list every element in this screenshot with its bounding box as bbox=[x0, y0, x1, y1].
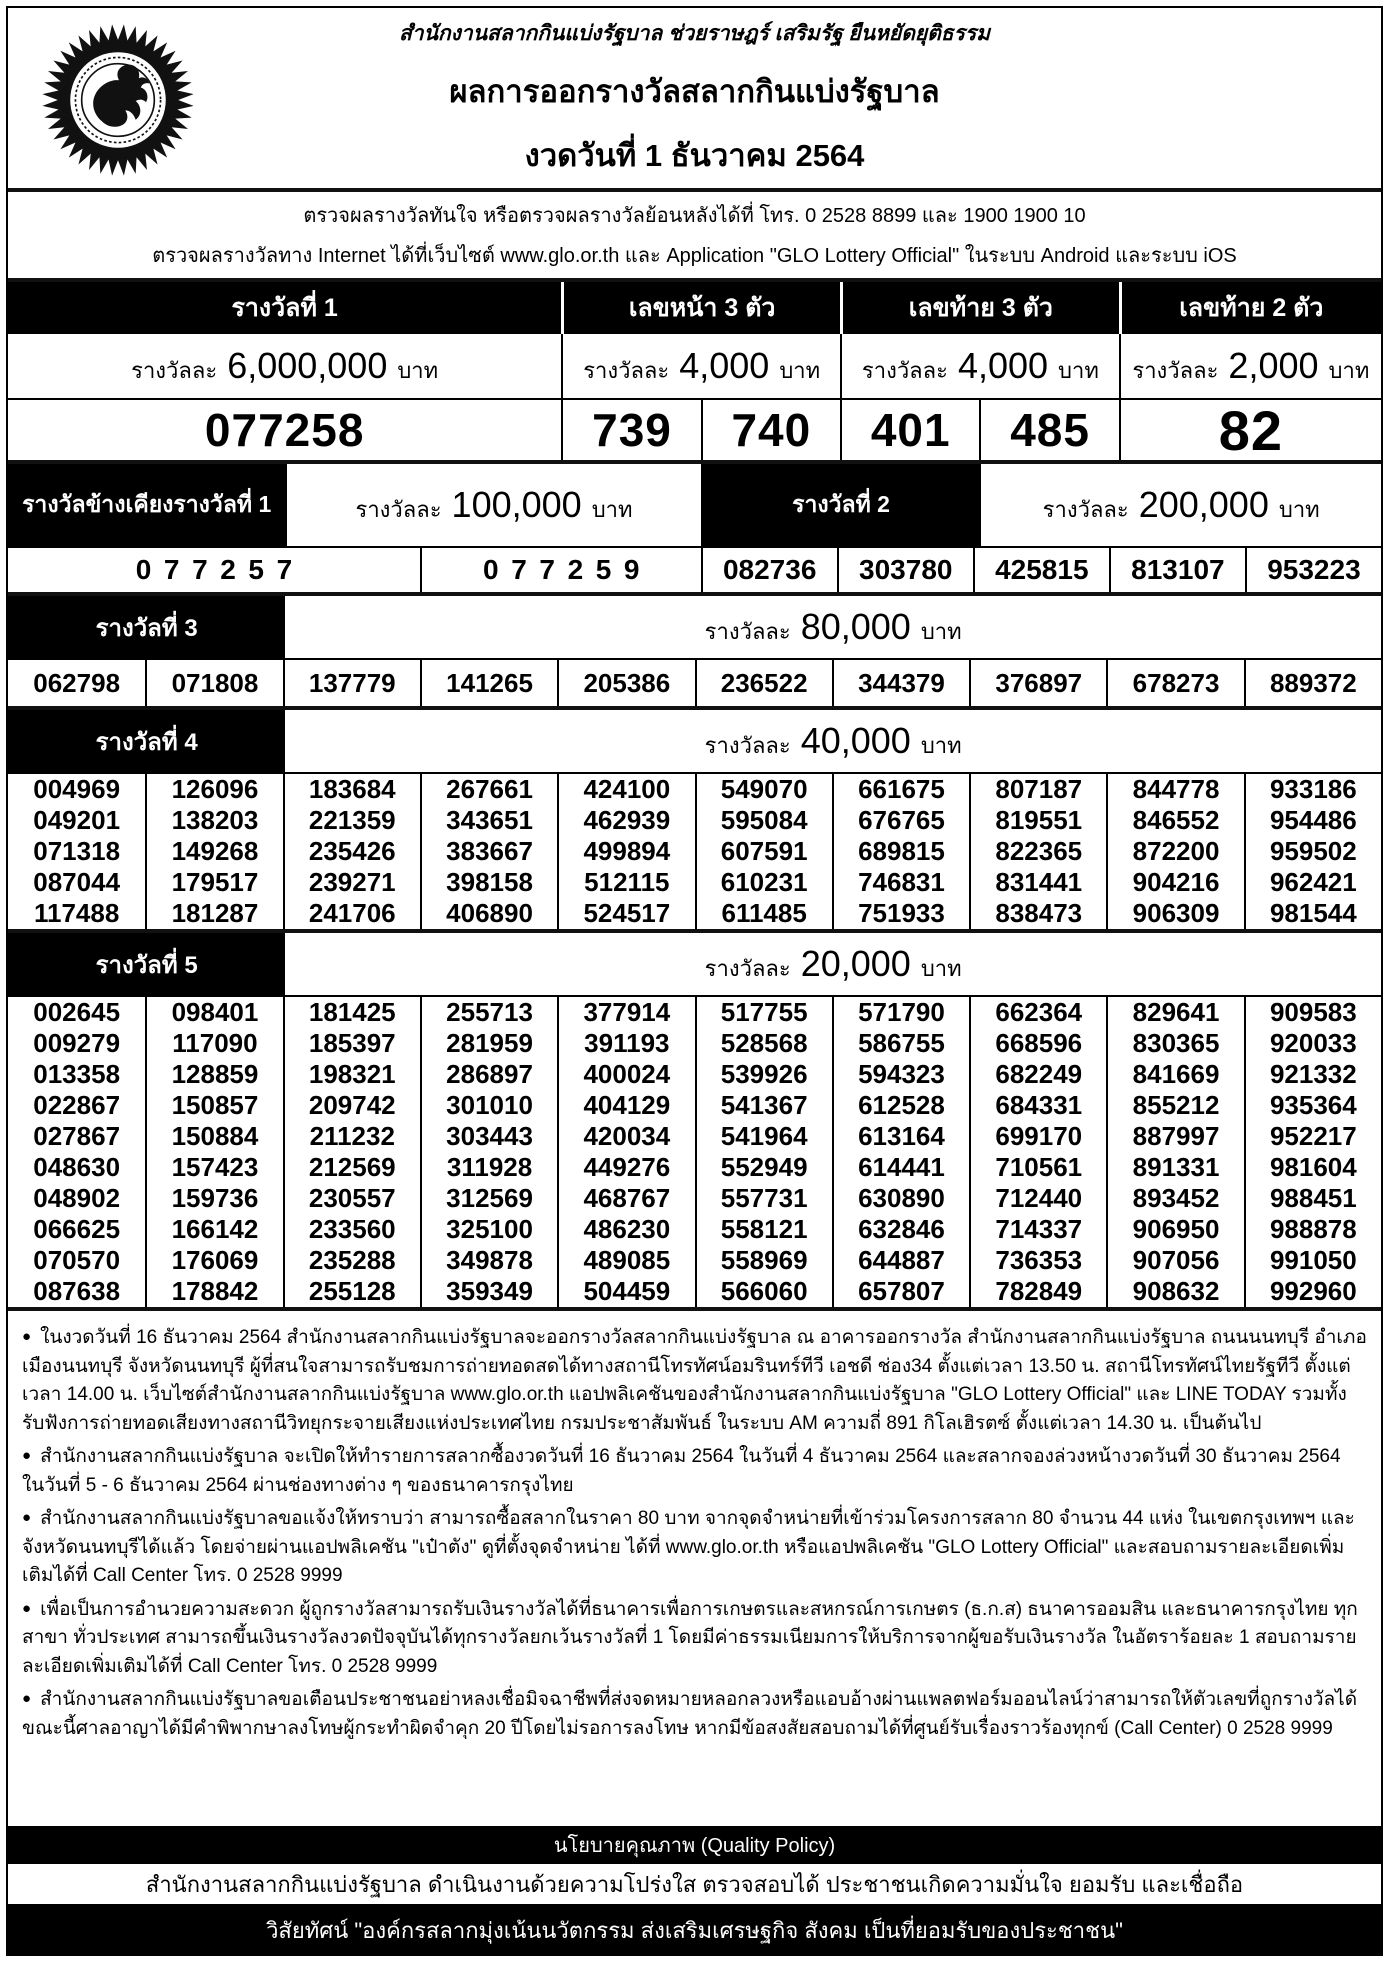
lottery-number: 855212 bbox=[1106, 1090, 1243, 1121]
lottery-number: 887997 bbox=[1106, 1121, 1243, 1152]
lottery-number: 558969 bbox=[695, 1245, 832, 1276]
lottery-number: 150884 bbox=[145, 1121, 282, 1152]
lottery-number: 221359 bbox=[283, 805, 420, 836]
lottery-number: 689815 bbox=[832, 836, 969, 867]
lottery-number: 830365 bbox=[1106, 1028, 1243, 1059]
lottery-number: 819551 bbox=[969, 805, 1106, 836]
lottery-number: 157423 bbox=[145, 1152, 282, 1183]
lottery-number: 383667 bbox=[420, 836, 557, 867]
lottery-number: 952217 bbox=[1244, 1121, 1381, 1152]
lottery-number: 630890 bbox=[832, 1183, 969, 1214]
lottery-number: 981544 bbox=[1244, 898, 1381, 929]
lottery-number: 954486 bbox=[1244, 805, 1381, 836]
check-info-line2: ตรวจผลรางวัลทาง Internet ได้ที่เว็บไซต์ www.glo.or.th และ Application "GLO Lottery Official" ในระบบ Android และระบบ iOS bbox=[152, 244, 1237, 267]
lottery-number: 846552 bbox=[1106, 805, 1243, 836]
lottery-number: 712440 bbox=[969, 1183, 1106, 1214]
lottery-number: 087638 bbox=[33, 1276, 121, 1306]
per-prize-label: รางวัลละ bbox=[583, 357, 670, 383]
lottery-number: 699170 bbox=[969, 1121, 1106, 1152]
amount-value: 40,000 bbox=[800, 719, 911, 761]
first-prize-header: รางวัลที่ 1 bbox=[231, 294, 338, 322]
lottery-number: 684331 bbox=[969, 1090, 1106, 1121]
lottery-number: 344379 bbox=[832, 660, 969, 706]
lottery-number: 906950 bbox=[1106, 1214, 1243, 1245]
lottery-number: 831441 bbox=[969, 867, 1106, 898]
lottery-number: 013358 bbox=[33, 1059, 121, 1089]
fifth-prize-numbers-grid bbox=[8, 997, 1381, 1311]
lottery-number: 959502 bbox=[1244, 836, 1381, 867]
lottery-number: 048630 bbox=[33, 1152, 121, 1182]
lottery-number: 176069 bbox=[145, 1245, 282, 1276]
note-item: ● เพื่อเป็นการอำนวยความสะดวก ผู้ถูกรางวัลสามารถรับเงินรางวัลได้ที่ธนาคารเพื่อการเกษตรและสหกรณ์การเกษตร (ธ.ก.ส) ธนาคารออมสิน และธนาคารกรุงไทย ทุกสาขา ทั่วประเทศ สามารถขึ้นเงินรางวัลงวดปัจจุบันได้ทุกรางวัลยกเว้นรางวัลที่ 1 โดยมีค่าธรรมเนียมการให้บริการจากผู้ขอรับเงินรางวัล ในอัตราร้อยละ 1 สอบถามรายละเอียดเพิ่มเติมได้ที่ Call Center โทร. 0 2528 9999 bbox=[22, 1596, 1367, 1682]
announcement-notes bbox=[8, 1311, 1381, 1826]
lottery-number: 610231 bbox=[695, 867, 832, 898]
lottery-number: 183684 bbox=[283, 774, 420, 805]
lottery-number: 255128 bbox=[283, 1276, 420, 1307]
lottery-number: 002645 bbox=[33, 997, 121, 1027]
lottery-number: 614441 bbox=[832, 1152, 969, 1183]
lottery-number: 420034 bbox=[557, 1121, 694, 1152]
header-text bbox=[399, 17, 990, 180]
lottery-number: 404129 bbox=[557, 1090, 694, 1121]
lottery-number: 178842 bbox=[145, 1276, 282, 1307]
lottery-number: 607591 bbox=[695, 836, 832, 867]
last3-amount bbox=[840, 334, 1119, 398]
fourth-prize-header-row bbox=[8, 710, 1381, 774]
lottery-number: 829641 bbox=[1106, 997, 1243, 1028]
lottery-number: 205386 bbox=[557, 660, 694, 706]
lottery-number: 377914 bbox=[557, 997, 694, 1028]
lottery-number: 236522 bbox=[695, 660, 832, 706]
prize-amounts-row bbox=[8, 334, 1381, 400]
lottery-number: 933186 bbox=[1244, 774, 1381, 805]
lottery-number: 185397 bbox=[283, 1028, 420, 1059]
adjacent-number-2: 077259 bbox=[420, 548, 701, 592]
quality-policy-title: นโยบายคุณภาพ (Quality Policy) bbox=[8, 1826, 1381, 1864]
lottery-number: 209742 bbox=[283, 1090, 420, 1121]
first-prize-number: 077258 bbox=[204, 404, 365, 456]
lottery-number: 841669 bbox=[1106, 1059, 1243, 1090]
lottery-number: 891331 bbox=[1106, 1152, 1243, 1183]
third-prize-numbers-grid bbox=[8, 660, 1381, 710]
lottery-number: 004969 bbox=[33, 774, 121, 804]
lottery-number: 504459 bbox=[557, 1276, 694, 1307]
lottery-number: 549070 bbox=[695, 774, 832, 805]
lottery-number: 571790 bbox=[832, 997, 969, 1028]
second-prize-number: 813107 bbox=[1109, 548, 1245, 592]
note-item: ● สำนักงานสลากกินแบ่งรัฐบาลขอแจ้งให้ทราบว่า สามารถซื้อสลากในราคา 80 บาท จากจุดจำหน่ายที่เข้าร่วมโครงการสลาก 80 จำนวน 44 แห่ง ในเขตกรุงเทพฯ และจังหวัดนนทบุรีได้แล้ว โดยจ่ายผ่านแอปพลิเคชัน "เป๋าตัง" ดูที่ตั้งจุดจำหน่าย ได้ที่ www.glo.or.th หรือแอปพลิเคชัน "GLO Lottery Official" และสอบถามรายละเอียดเพิ่มเติมได้ที่ Call Center โทร. 0 2528 9999 bbox=[22, 1505, 1367, 1591]
lottery-number: 893452 bbox=[1106, 1183, 1243, 1214]
lottery-number: 255713 bbox=[420, 997, 557, 1028]
amount-value: 80,000 bbox=[800, 605, 911, 647]
per-prize-label: รางวัลละ bbox=[1042, 496, 1129, 522]
lottery-number: 992960 bbox=[1244, 1276, 1381, 1307]
lottery-number: 027867 bbox=[33, 1121, 121, 1151]
lottery-number: 066625 bbox=[33, 1214, 121, 1244]
lottery-number: 736353 bbox=[969, 1245, 1106, 1276]
lottery-number: 241706 bbox=[283, 898, 420, 929]
lottery-number: 286897 bbox=[420, 1059, 557, 1090]
lottery-number: 071808 bbox=[145, 660, 282, 706]
lottery-number: 807187 bbox=[969, 774, 1106, 805]
adjacent-second-prize-header-row bbox=[8, 464, 1381, 548]
lottery-number: 166142 bbox=[145, 1214, 282, 1245]
lottery-number: 678273 bbox=[1106, 660, 1243, 706]
lottery-number: 239271 bbox=[283, 867, 420, 898]
baht-label: บาท bbox=[397, 357, 439, 383]
lottery-number: 908632 bbox=[1106, 1276, 1243, 1307]
lottery-number: 138203 bbox=[145, 805, 282, 836]
last3-number-2: 485 bbox=[979, 400, 1118, 460]
lottery-number: 594323 bbox=[832, 1059, 969, 1090]
lottery-number: 872200 bbox=[1106, 836, 1243, 867]
lottery-number: 211232 bbox=[283, 1121, 420, 1152]
per-prize-label: รางวัลละ bbox=[355, 496, 442, 522]
lottery-number: 889372 bbox=[1244, 660, 1381, 706]
amount-value: 100,000 bbox=[451, 483, 582, 525]
lottery-number: 524517 bbox=[557, 898, 694, 929]
third-prize-header-row bbox=[8, 596, 1381, 660]
lottery-number: 489085 bbox=[557, 1245, 694, 1276]
lottery-number: 098401 bbox=[145, 997, 282, 1028]
baht-label: บาท bbox=[1278, 496, 1320, 522]
lottery-number: 632846 bbox=[832, 1214, 969, 1245]
lottery-number: 117090 bbox=[145, 1028, 282, 1059]
lottery-number: 676765 bbox=[832, 805, 969, 836]
lottery-number: 281959 bbox=[420, 1028, 557, 1059]
per-prize-label: รางวัลละ bbox=[1132, 357, 1219, 383]
lottery-number: 117488 bbox=[33, 898, 120, 928]
quality-policy-text: สำนักงานสลากกินแบ่งรัฐบาล ดำเนินงานด้วยความโปร่งใส ตรวจสอบได้ ประชาชนเกิดความมั่นใจ ยอมรับ และเชื่อถือ bbox=[8, 1864, 1381, 1906]
amount-value: 200,000 bbox=[1138, 483, 1269, 525]
adjacent-number-1: 077257 bbox=[135, 554, 305, 585]
lottery-number: 235288 bbox=[283, 1245, 420, 1276]
lottery-number: 062798 bbox=[33, 667, 121, 698]
second-prize-number: 425815 bbox=[973, 548, 1109, 592]
baht-label: บาท bbox=[591, 496, 633, 522]
fourth-prize-amount bbox=[285, 710, 1381, 772]
lottery-number: 921332 bbox=[1244, 1059, 1381, 1090]
vision-statement: วิสัยทัศน์ "องค์กรสลากมุ่งเน้นนวัตกรรม ส่งเสริมเศรษฐกิจ สังคม เป็นที่ยอมรับของประชาชน" bbox=[8, 1906, 1381, 1954]
lottery-number: 126096 bbox=[145, 774, 282, 805]
second-prize-number: 953223 bbox=[1245, 548, 1381, 592]
page-title: ผลการออกรางวัลสลากกินแบ่งรัฐบาล bbox=[449, 73, 940, 109]
front3-number-2: 740 bbox=[701, 400, 840, 460]
lottery-number: 468767 bbox=[557, 1183, 694, 1214]
lottery-number: 906309 bbox=[1106, 898, 1243, 929]
lottery-number: 141265 bbox=[420, 660, 557, 706]
lottery-number: 087044 bbox=[33, 867, 121, 897]
fourth-prize-numbers-grid bbox=[8, 774, 1381, 933]
lottery-number: 230557 bbox=[283, 1183, 420, 1214]
note-item: ● ในงวดวันที่ 16 ธันวาคม 2564 สำนักงานสลากกินแบ่งรัฐบาลจะออกรางวัลสลากกินแบ่งรัฐบาล ณ อาคารออกรางวัล สำนักงานสลากกินแบ่งรัฐบาล ถนนนนทบุรี อำเภอเมืองนนทบุรี จังหวัดนนทบุรี ผู้ที่สนใจสามารถรับชมการถ่ายทอดสดได้ทางสถานีโทรทัศน์อมรินทร์ทีวี เอชดี ช่อง34 ตั้งแต่เวลา 13.50 น. สถานีโทรทัศน์ไทยรัฐทีวี ตั้งแต่เวลา 14.00 น. เว็บไซต์สำนักงานสลากกินแบ่งรัฐบาล www.glo.or.th แอปพลิเคชันของสำนักงานสลากกินแบ่งรัฐบาล "GLO Lottery Official" และ LINE TODAY รวมทั้งรับฟังการถ่ายทอดเสียงทางสถานีวิทยุกระจายเสียงแห่งประเทศไทย กรมประชาสัมพันธ์ ในระบบ AM ความถี่ 891 กิโลเฮิรตซ์ ตั้งแต่เวลา 14.30 น. เป็นต้นไป bbox=[22, 1324, 1367, 1438]
lottery-number: 822365 bbox=[969, 836, 1106, 867]
lottery-number: 746831 bbox=[832, 867, 969, 898]
lottery-number: 159736 bbox=[145, 1183, 282, 1214]
lottery-number: 613164 bbox=[832, 1121, 969, 1152]
adjacent-prize-header: รางวัลข้างเคียงรางวัลที่ 1 bbox=[8, 464, 285, 546]
lottery-number: 920033 bbox=[1244, 1028, 1381, 1059]
lottery-number: 907056 bbox=[1106, 1245, 1243, 1276]
lottery-number: 070570 bbox=[33, 1245, 121, 1275]
per-prize-label: รางวัลละ bbox=[131, 357, 218, 383]
check-results-info bbox=[8, 192, 1381, 282]
amount-value: 2,000 bbox=[1228, 344, 1319, 386]
lottery-number: 541367 bbox=[695, 1090, 832, 1121]
lottery-number: 235426 bbox=[283, 836, 420, 867]
per-prize-label: รางวัลละ bbox=[861, 357, 948, 383]
first-prize-amount bbox=[8, 334, 561, 398]
lottery-number: 009279 bbox=[33, 1028, 121, 1058]
second-prize-number: 082736 bbox=[701, 548, 837, 592]
lottery-number: 782849 bbox=[969, 1276, 1106, 1307]
lottery-number: 233560 bbox=[283, 1214, 420, 1245]
last2-header: เลขท้าย 2 ตัว bbox=[1119, 282, 1381, 334]
front3-amount bbox=[561, 334, 840, 398]
fifth-prize-header: รางวัลที่ 5 bbox=[8, 933, 285, 995]
lottery-number: 710561 bbox=[969, 1152, 1106, 1183]
third-prize-header: รางวัลที่ 3 bbox=[8, 596, 285, 658]
amount-value: 6,000,000 bbox=[227, 344, 388, 386]
check-info-line1: ตรวจผลรางวัลทันใจ หรือตรวจผลรางวัลย้อนหลังได้ที่ โทร. 0 2528 8899 และ 1900 1900 10 bbox=[303, 205, 1086, 228]
lottery-number: 512115 bbox=[557, 867, 694, 898]
front3-header: เลขหน้า 3 ตัว bbox=[561, 282, 840, 334]
amount-value: 20,000 bbox=[800, 942, 911, 984]
winning-numbers-row bbox=[8, 400, 1381, 464]
lottery-number: 517755 bbox=[695, 997, 832, 1028]
lottery-number: 988451 bbox=[1244, 1183, 1381, 1214]
lottery-number: 398158 bbox=[420, 867, 557, 898]
second-prize-number: 303780 bbox=[837, 548, 973, 592]
lottery-number: 391193 bbox=[557, 1028, 694, 1059]
glo-emblem-logo bbox=[40, 18, 196, 182]
lottery-number: 595084 bbox=[695, 805, 832, 836]
lottery-number: 179517 bbox=[145, 867, 282, 898]
lottery-number: 751933 bbox=[832, 898, 969, 929]
lottery-number: 909583 bbox=[1244, 997, 1381, 1028]
note-item: ● สำนักงานสลากกินแบ่งรัฐบาลขอเตือนประชาชนอย่าหลงเชื่อมิจฉาชีพที่ส่งจดหมายหลอกลวงหรือแอบอ้างผ่านแพลตฟอร์มออนไลน์ว่าสามารถให้ตัวเลขที่ถูกรางวัลได้ ขณะนี้ศาลอาญาได้มีคำพิพากษาลงโทษผู้กระทำผิดจำคุก 20 ปีโดยไม่รอการลงโทษ หากมีข้อสงสัยสอบถามได้ที่ศูนย์รับเรื่องราวร้องทุกข์ (Call Center) 0 2528 9999 bbox=[22, 1686, 1367, 1743]
per-prize-label: รางวัลละ bbox=[704, 732, 791, 758]
lottery-number: 661675 bbox=[832, 774, 969, 805]
footer bbox=[8, 1826, 1381, 1954]
front3-number-1: 739 bbox=[561, 400, 700, 460]
lottery-number: 668596 bbox=[969, 1028, 1106, 1059]
lottery-number: 311928 bbox=[420, 1152, 557, 1183]
fifth-prize-header-row bbox=[8, 933, 1381, 997]
lottery-number: 499894 bbox=[557, 836, 694, 867]
lottery-number: 301010 bbox=[420, 1090, 557, 1121]
lottery-number: 844778 bbox=[1106, 774, 1243, 805]
lottery-number: 049201 bbox=[33, 805, 121, 835]
lottery-number: 406890 bbox=[420, 898, 557, 929]
lottery-number: 181287 bbox=[145, 898, 282, 929]
lottery-number: 312569 bbox=[420, 1183, 557, 1214]
lottery-number: 657807 bbox=[832, 1276, 969, 1307]
lottery-number: 962421 bbox=[1244, 867, 1381, 898]
lottery-number: 552949 bbox=[695, 1152, 832, 1183]
second-prize-header: รางวัลที่ 2 bbox=[701, 464, 980, 546]
fifth-prize-amount bbox=[285, 933, 1381, 995]
lottery-number: 541964 bbox=[695, 1121, 832, 1152]
lottery-number: 662364 bbox=[969, 997, 1106, 1028]
prize-column-headers bbox=[8, 282, 1381, 334]
lottery-number: 267661 bbox=[420, 774, 557, 805]
lottery-number: 343651 bbox=[420, 805, 557, 836]
lottery-number: 904216 bbox=[1106, 867, 1243, 898]
lottery-results-page bbox=[6, 6, 1383, 1956]
lottery-number: 303443 bbox=[420, 1121, 557, 1152]
lottery-number: 424100 bbox=[557, 774, 694, 805]
lottery-number: 644887 bbox=[832, 1245, 969, 1276]
lottery-number: 128859 bbox=[145, 1059, 282, 1090]
last3-header: เลขท้าย 3 ตัว bbox=[840, 282, 1119, 334]
lottery-number: 528568 bbox=[695, 1028, 832, 1059]
lottery-number: 682249 bbox=[969, 1059, 1106, 1090]
lottery-number: 838473 bbox=[969, 898, 1106, 929]
lottery-number: 449276 bbox=[557, 1152, 694, 1183]
lottery-number: 137779 bbox=[283, 660, 420, 706]
amount-value: 4,000 bbox=[957, 344, 1049, 386]
lottery-number: 325100 bbox=[420, 1214, 557, 1245]
lottery-number: 611485 bbox=[695, 898, 832, 929]
baht-label: บาท bbox=[920, 732, 962, 758]
draw-date: งวดวันที่ 1 ธันวาคม 2564 bbox=[524, 137, 865, 173]
agency-motto: สำนักงานสลากกินแบ่งรัฐบาล ช่วยราษฎร์ เสริมรัฐ ยืนหยัดยุติธรรม bbox=[398, 21, 991, 45]
adjacent-second-prize-numbers-row bbox=[8, 548, 1381, 596]
baht-label: บาท bbox=[1058, 357, 1099, 383]
lottery-number: 181425 bbox=[283, 997, 420, 1028]
baht-label: บาท bbox=[920, 955, 962, 981]
lottery-number: 150857 bbox=[145, 1090, 282, 1121]
lottery-number: 071318 bbox=[33, 836, 121, 866]
lottery-number: 558121 bbox=[695, 1214, 832, 1245]
second-prize-amount bbox=[979, 464, 1381, 546]
note-item: ● สำนักงานสลากกินแบ่งรัฐบาล จะเปิดให้ทำรายการสลากซื้องวดวันที่ 16 ธันวาคม 2564 ในวันที่ 4 ธันวาคม 2564 และสลากจองล่วงหน้างวดวันที่ 30 ธันวาคม 2564 ในวันที่ 5 - 6 ธันวาคม 2564 ผ่านช่องทางต่าง ๆ ของธนาคารกรุงไทย bbox=[22, 1443, 1367, 1500]
lottery-number: 557731 bbox=[695, 1183, 832, 1214]
lottery-number: 539926 bbox=[695, 1059, 832, 1090]
amount-value: 4,000 bbox=[679, 344, 770, 386]
per-prize-label: รางวัลละ bbox=[704, 955, 791, 981]
baht-label: บาท bbox=[1328, 357, 1370, 383]
lottery-number: 349878 bbox=[420, 1245, 557, 1276]
last3-number-1: 401 bbox=[840, 400, 979, 460]
lottery-number: 714337 bbox=[969, 1214, 1106, 1245]
lottery-number: 359349 bbox=[420, 1276, 557, 1307]
baht-label: บาท bbox=[779, 357, 821, 383]
lottery-number: 048902 bbox=[33, 1183, 121, 1213]
last2-number: 82 bbox=[1119, 400, 1381, 460]
lottery-number: 376897 bbox=[969, 660, 1106, 706]
lottery-number: 462939 bbox=[557, 805, 694, 836]
lottery-number: 586755 bbox=[832, 1028, 969, 1059]
lottery-number: 486230 bbox=[557, 1214, 694, 1245]
lottery-number: 612528 bbox=[832, 1090, 969, 1121]
header bbox=[8, 8, 1381, 192]
lottery-number: 566060 bbox=[695, 1276, 832, 1307]
lottery-number: 991050 bbox=[1244, 1245, 1381, 1276]
fourth-prize-header: รางวัลที่ 4 bbox=[8, 710, 285, 772]
per-prize-label: รางวัลละ bbox=[704, 618, 791, 644]
lottery-number: 981604 bbox=[1244, 1152, 1381, 1183]
last2-amount bbox=[1119, 334, 1381, 398]
lottery-number: 400024 bbox=[557, 1059, 694, 1090]
third-prize-amount bbox=[285, 596, 1381, 658]
lottery-number: 022867 bbox=[33, 1090, 121, 1120]
baht-label: บาท bbox=[920, 618, 962, 644]
lottery-number: 149268 bbox=[145, 836, 282, 867]
lottery-number: 988878 bbox=[1244, 1214, 1381, 1245]
lottery-number: 212569 bbox=[283, 1152, 420, 1183]
lottery-number: 198321 bbox=[283, 1059, 420, 1090]
adjacent-prize-amount bbox=[285, 464, 700, 546]
lottery-number: 935364 bbox=[1244, 1090, 1381, 1121]
